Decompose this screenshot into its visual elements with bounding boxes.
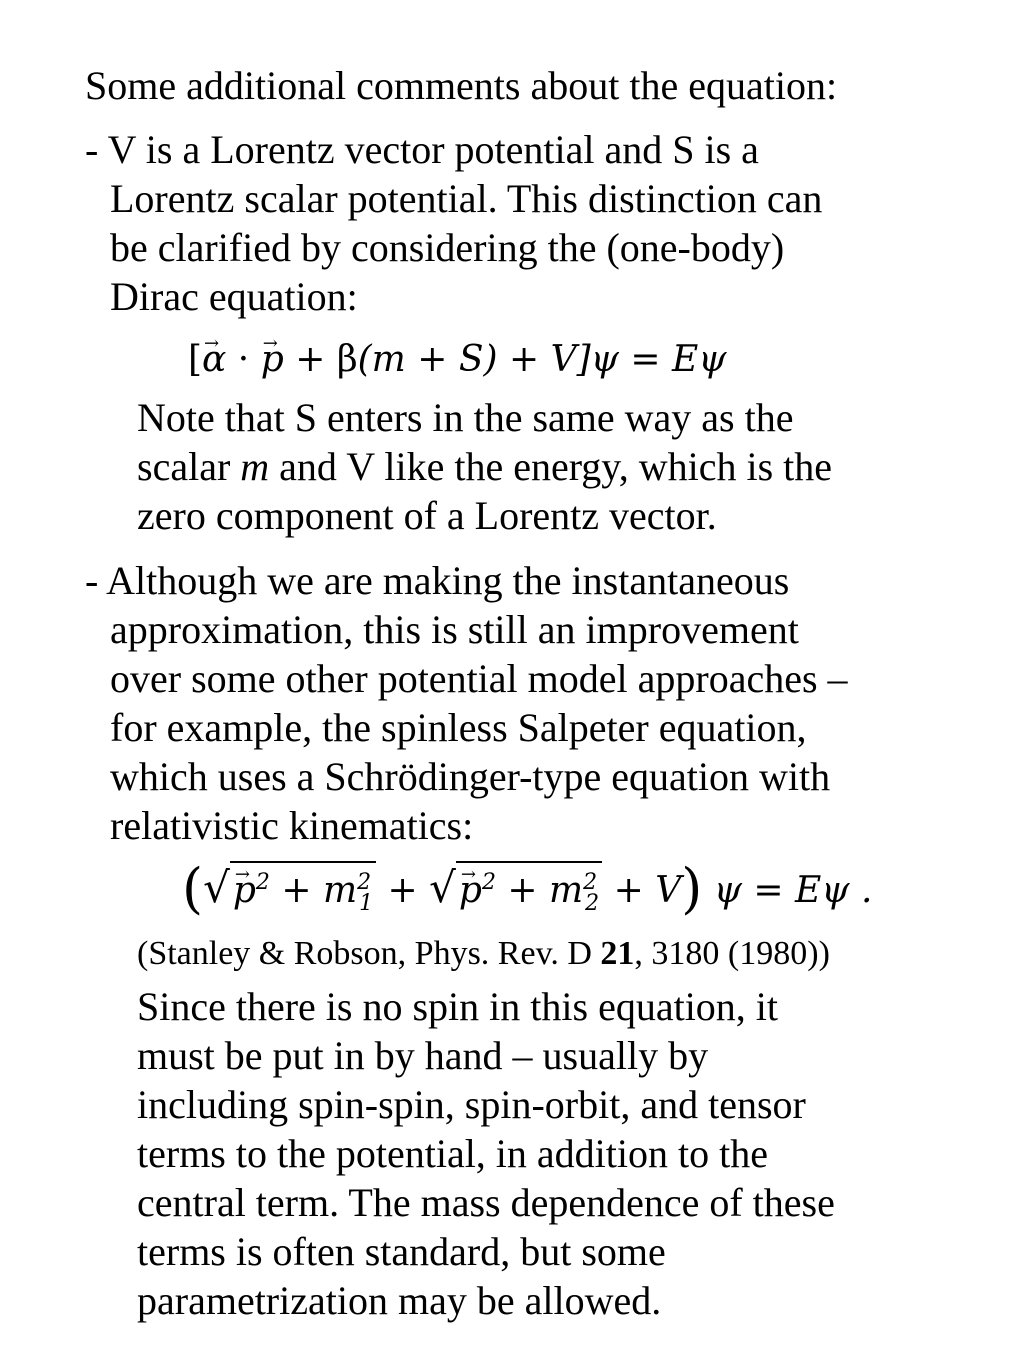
reference-volume: 21 xyxy=(600,935,635,972)
note-mass-symbol: m xyxy=(240,444,270,489)
note-line-2-start: scalar xyxy=(137,444,241,489)
eq2-right-paren: ) xyxy=(681,857,703,920)
eq2-left-paren: ( xyxy=(182,857,204,920)
note-line-2 xyxy=(137,443,832,491)
eq2-p-sup-1: 2 xyxy=(255,870,270,895)
eq-mass-term: (m + S) xyxy=(357,339,498,380)
eq-alpha-vector: → α xyxy=(202,336,226,384)
salpeter-equation xyxy=(182,857,873,924)
note-line-2-end: and V like the energy, which is the xyxy=(269,444,833,489)
bullet2-line-6: relativistic kinematics: xyxy=(110,803,474,848)
bullet2-line-3: over some other potential model approaches – xyxy=(110,656,848,701)
dirac-equation xyxy=(188,336,726,384)
spin-line-5: central term. The mass dependence of these xyxy=(137,1180,835,1225)
eq2-p-vector-2: → p xyxy=(459,871,482,911)
eq2-p-vector-1: → p xyxy=(233,871,256,911)
sqrt-icon: √ xyxy=(429,863,456,912)
spin-line-4: terms to the potential, in addition to the xyxy=(137,1131,768,1176)
eq2-m1-sub: 1 xyxy=(359,891,374,917)
eq2-plus-m-2: + m xyxy=(495,870,584,911)
sqrt-term-2 xyxy=(456,861,602,924)
spin-line-7: parametrization may be allowed. xyxy=(137,1278,662,1323)
eq2-plus-between: + xyxy=(376,870,430,911)
bullet2-line-2: approximation, this is still an improvement xyxy=(110,607,799,652)
heading: Some additional comments about the equation: xyxy=(85,63,838,108)
spin-line-2: must be put in by hand – usually by xyxy=(137,1033,709,1078)
eq2-m2-sup: 2 xyxy=(583,870,598,895)
bullet2-line-1: - Although we are making the instantaneous xyxy=(85,558,790,603)
eq-plus: + xyxy=(283,339,337,380)
reference-text-b: , 3180 (1980)) xyxy=(634,935,830,972)
sqrt-term-1 xyxy=(230,861,376,924)
sqrt-icon: √ xyxy=(203,863,230,912)
eq-open-bracket: [ xyxy=(188,339,203,380)
eq-beta: β xyxy=(336,339,358,380)
reference-text-a: (Stanley & Robson, Phys. Rev. D xyxy=(137,935,601,972)
bullet2-line-5: which uses a Schrödinger-type equation with xyxy=(110,754,831,799)
eq2-plus-v: + V xyxy=(602,870,682,911)
bullet1-line-3: be clarified by considering the (one-body) xyxy=(110,225,785,270)
spin-line-3: including spin-spin, spin-orbit, and tensor xyxy=(137,1082,806,1127)
eq2-m1-sup: 2 xyxy=(357,870,372,895)
eq-potential-term: + V]ψ = Eψ xyxy=(497,339,727,380)
spin-line-6: terms is often standard, but some xyxy=(137,1229,666,1274)
bullet2-line-4: for example, the spinless Salpeter equation, xyxy=(110,705,807,750)
eq2-rhs: ψ = Eψ . xyxy=(702,870,873,911)
eq2-plus-m-1: + m xyxy=(269,870,358,911)
reference-citation xyxy=(137,930,830,978)
eq-dot: · xyxy=(226,339,261,380)
eq2-m2-sub: 2 xyxy=(585,891,600,917)
eq2-p-sup-2: 2 xyxy=(481,870,496,895)
eq-p-vector: → p xyxy=(261,336,284,384)
bullet1-line-4: Dirac equation: xyxy=(110,274,358,319)
bullet1-line-1: - V is a Lorentz vector potential and S is a xyxy=(85,127,759,172)
note-line-1: Note that S enters in the same way as the xyxy=(137,395,794,440)
note-line-3: zero component of a Lorentz vector. xyxy=(137,493,717,538)
spin-line-1: Since there is no spin in this equation, it xyxy=(137,984,779,1029)
bullet1-line-2: Lorentz scalar potential. This distinction can xyxy=(110,176,823,221)
